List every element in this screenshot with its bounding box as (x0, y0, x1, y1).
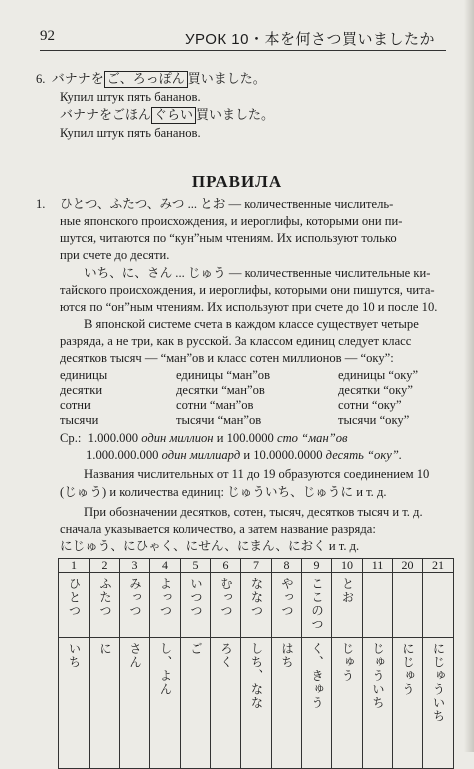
para3-line-2: сначала указывается количество, а затем название разряда: (60, 522, 376, 536)
rule-line-9: разряда, а не три, как в русской. За классом единиц следует класс (60, 334, 412, 348)
on-cell: ろく (218, 642, 234, 669)
on-cell: しち、なな (249, 642, 264, 710)
on-cell: し、よん (158, 642, 173, 696)
on-cell: ご (188, 642, 204, 656)
rule-line-5: いち、に、さん ... じゅう — количественные числительные ки- (84, 266, 431, 280)
class-item: единицы (60, 368, 108, 382)
class-item: десятки “оку” (338, 383, 413, 397)
rule-line-7: ются по “он”ным чтениям. Их используют при счете до 10 и после 10. (60, 300, 438, 314)
class-col-3 (338, 368, 418, 428)
example-ru-2: Купил штук пять бананов. (60, 126, 201, 140)
table-row-kun (59, 573, 454, 638)
rules-heading: ПРАВИЛА (191, 172, 283, 191)
rule-line-10: десятков тысяч — “ман”ов и класс сотен миллионов — “оку”: (60, 351, 394, 365)
class-item: десятки (60, 383, 103, 397)
kun-cell: やっつ (279, 577, 295, 618)
class-item: сотни (60, 398, 91, 412)
kun-cell: ここのつ (309, 577, 325, 631)
header-rule (40, 50, 446, 51)
rule-line-1: ひとつ、ふたつ、みつ ... とお — количественные числитель- (60, 197, 394, 211)
compare-word: один миллиард (161, 448, 241, 462)
lesson-title: УРОК 10・本を何さつ買いましたか (185, 31, 435, 48)
on-cell: はち (279, 642, 295, 669)
on-cell: にじゅう (400, 642, 416, 696)
page-number: 92 (40, 28, 55, 44)
para3-line-3: にじゅう、にひゃく、にせん、にまん、におく и т. д. (60, 539, 360, 553)
example-jp-1-pre: バナナを (51, 72, 104, 87)
class-item: сотни “ман”ов (176, 398, 254, 412)
compare-line-2 (86, 448, 402, 463)
class-item: десятки “ман”ов (176, 383, 265, 397)
numerals-table (58, 558, 454, 769)
rule-line-2: ные японского происхождения, и иероглифы, которыми они пи- (60, 214, 403, 228)
on-cell: に (97, 642, 113, 656)
on-cell: いち (67, 642, 82, 669)
class-item: единицы “ман”ов (176, 368, 271, 382)
kun-cell: よっつ (158, 577, 173, 618)
compare-word: десять “оку”. (325, 448, 402, 462)
class-item: сотни “оку” (338, 398, 402, 412)
class-item: тысячи (60, 413, 99, 427)
kun-cell: みっつ (127, 577, 143, 618)
class-item: тысячи “оку” (338, 413, 410, 427)
rule-line-8: В японской системе счета в каждом классе существует четыре (84, 317, 419, 331)
para2-line-2: (じゅう) и количества единиц: じゅういち、じゅうに и т. д. (60, 485, 387, 499)
example-jp-1-box: ご、ろっぽん (104, 71, 188, 88)
rule-number: 1. (36, 197, 46, 211)
example-jp-2-post: 買いました。 (196, 108, 275, 123)
compare-num: 1.000.000 (87, 431, 139, 445)
on-cell: さん (127, 642, 143, 669)
on-cell: く、きゅう (309, 642, 325, 710)
compare-label: Ср.: (60, 431, 82, 445)
example-line-2 (60, 108, 274, 123)
on-cell: じゅう (340, 642, 355, 683)
table-header-cell: 2 (90, 559, 120, 573)
table-header-cell: 10 (332, 559, 363, 573)
on-cell: にじゅういち (431, 642, 446, 723)
compare-word: один миллион (141, 431, 214, 445)
class-item: тысячи “ман”ов (176, 413, 262, 427)
example-jp-2-pre: バナナをごほん (60, 108, 152, 123)
class-col-1 (60, 368, 107, 428)
compare-num: 100.0000 (226, 431, 274, 445)
compare-and: и (243, 448, 251, 462)
compare-num: 1.000.000.000 (86, 448, 159, 462)
table-header-cell: 7 (241, 559, 272, 573)
compare-num: 10.0000.0000 (253, 448, 323, 462)
example-line-1 (36, 72, 266, 87)
page-header (40, 28, 446, 54)
table-header-row (59, 559, 454, 573)
kun-cell: むっつ (218, 577, 234, 618)
page-edge-shadow (464, 0, 474, 752)
kun-cell: ひとつ (67, 577, 82, 618)
table-header-cell: 3 (120, 559, 150, 573)
kun-cell: ななつ (249, 577, 264, 618)
example-jp-1-post: 買いました。 (187, 72, 266, 87)
class-col-2 (176, 368, 270, 428)
table-header-cell: 8 (272, 559, 302, 573)
table-header-cell: 9 (302, 559, 332, 573)
rule-line-6: тайского происхождения, и иероглифы, которыми они пишутся, чита- (60, 283, 435, 297)
table-header-cell: 21 (423, 559, 454, 573)
kun-cell: いつつ (188, 577, 204, 618)
kun-cell: ふたつ (97, 577, 113, 618)
example-number: 6. (36, 72, 46, 86)
kun-cell: とお (340, 577, 355, 604)
rule-line-4: при счете до десяти. (60, 248, 170, 262)
para2-line-1: Названия числительных от 11 до 19 образуются соединением 10 (84, 467, 430, 481)
table-header-cell: 1 (59, 559, 90, 573)
table-header-cell: 20 (393, 559, 423, 573)
table-header-cell: 6 (211, 559, 241, 573)
table-header-cell: 11 (363, 559, 393, 573)
rule-line-3: шутся, читаются по “кун”ным чтениям. Их используют только (60, 231, 397, 245)
compare-word: сто “ман”ов (277, 431, 348, 445)
compare-line-1 (60, 431, 347, 446)
table-header-cell: 4 (150, 559, 181, 573)
example-ru-1: Купил штук пять бананов. (60, 90, 201, 104)
on-cell: じゅういち (370, 642, 386, 710)
compare-and: и (216, 431, 224, 445)
class-item: единицы “оку” (338, 368, 419, 382)
table-header-cell: 5 (181, 559, 211, 573)
example-jp-2-box: ぐらい (151, 107, 196, 124)
table-row-on (59, 638, 454, 769)
para3-line-1: При обозначении десятков, сотен, тысяч, десятков тысяч и т. д. (84, 505, 423, 519)
